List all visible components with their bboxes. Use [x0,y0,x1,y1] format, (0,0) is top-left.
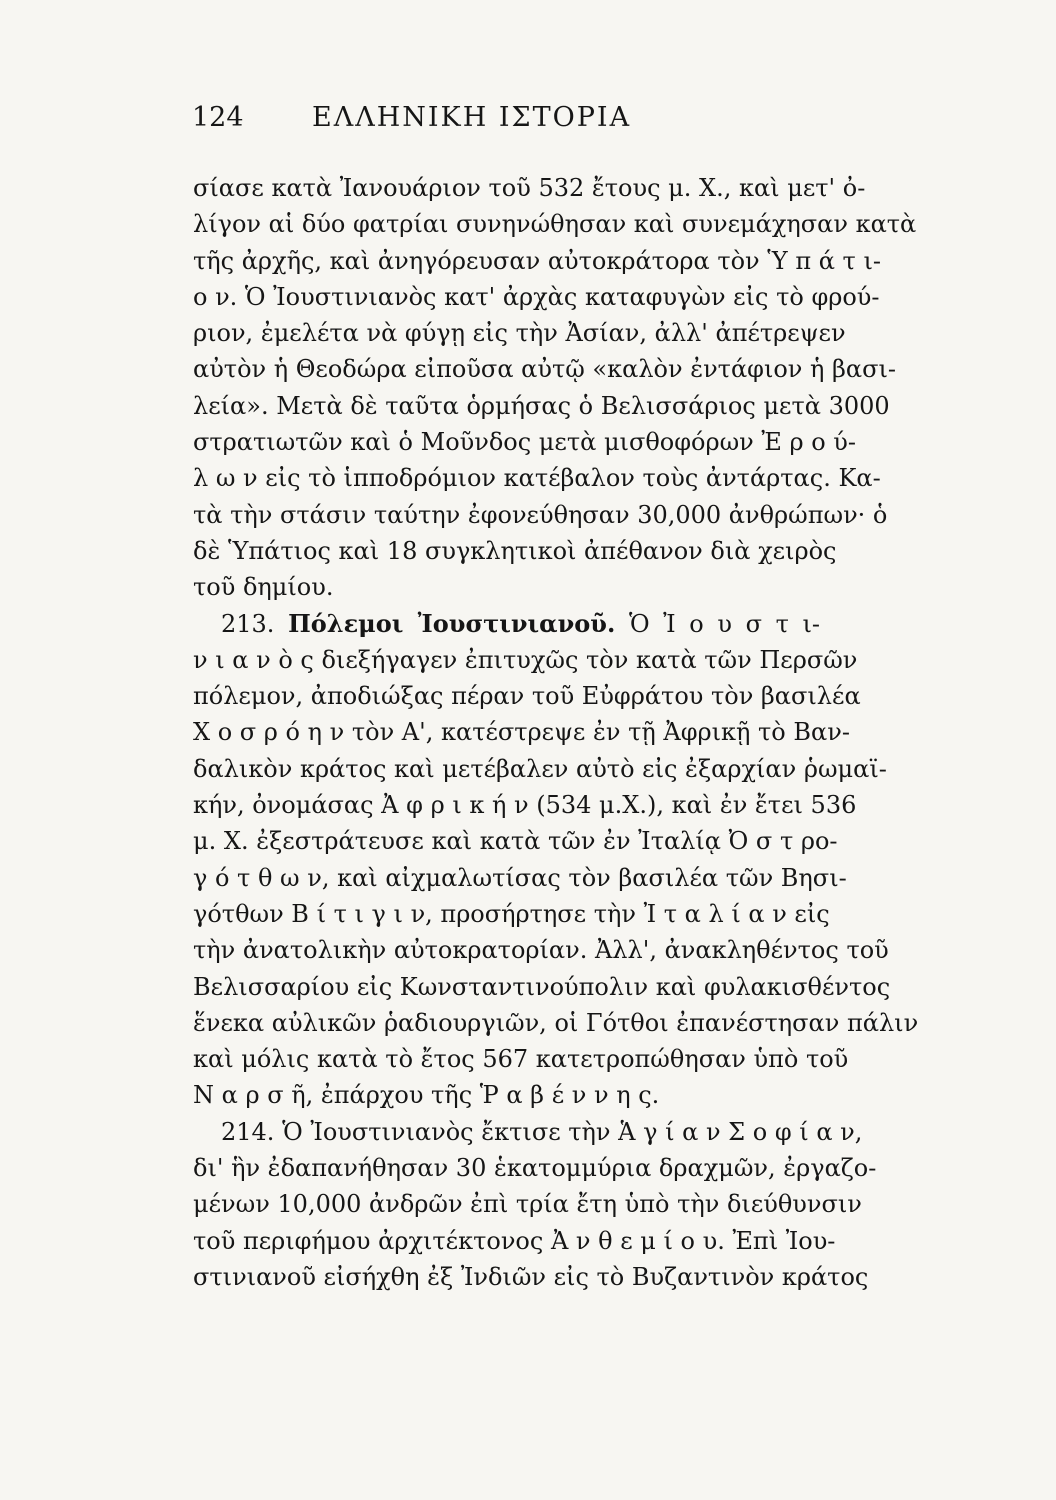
text-line: λ ω ν εἰς τὸ ἱπποδρόμιον κατέβαλον τοὺς ἀντάρτας. Κα- [193,464,881,493]
text-line: λεία». Μετὰ δὲ ταῦτα ὁρμήσας ὁ Βελισσάριος μετὰ 3000 [193,391,890,420]
text-line: τὰ τὴν στάσιν ταύτην ἐφονεύθησαν 30,000 ἀνθρώπων· ὁ [193,500,888,529]
text-line: γότθων Β ί τ ι γ ι ν, προσήρτησε τὴν Ἰ τ α λ ί α ν εἰς [193,899,830,928]
text-line: δι' ἣν ἐδαπανήθησαν 30 ἑκατομμύρια δραχμῶν, ἐργαζο- [193,1154,877,1183]
text-line: Χ ο σ ρ ό η ν τὸν Α', κατέστρεψε ἐν τῇ Ἀφρικῇ τὸ Βαν- [193,718,850,747]
text-line: δὲ Ὑπάτιος καὶ 18 συγκλητικοὶ ἀπέθανον διὰ χειρὸς [193,536,837,565]
body-text [193,170,919,1295]
text-line: τῆς ἀρχῆς, καὶ ἀνηγόρευσαν αὐτοκράτορα τὸν Ὑ π ά τ ι- [193,246,881,275]
section-heading: Πόλεμοι Ἰουστινιανοῦ. [288,608,616,638]
page-header [0,96,1056,146]
text-line: δαλικὸν κράτος καὶ μετέβαλεν αὐτὸ εἰς ἐξαρχίαν ῥωμαϊ- [193,754,887,783]
section-213-heading-line [193,606,820,642]
text-line: στινιανοῦ εἰσήχθη ἐξ Ἰνδιῶν εἰς τὸ Βυζαντινὸν κράτος [193,1262,869,1291]
text-line: τοῦ περιφήμου ἀρχιτέκτονος Ἀ ν θ ε μ ί ο υ. Ἐπὶ Ἰου- [193,1226,836,1255]
section-text: Ὁ Ἰ ο υ σ τ ι- [628,609,820,638]
text-line: τοῦ δημίου. [193,573,334,602]
text-line: στρατιωτῶν καὶ ὁ Μοῦνδος μετὰ μισθοφόρων Ἐ ρ ο ύ- [193,428,856,457]
section-number: 213. [221,609,275,638]
text-line: ριον, ἐμελέτα νὰ φύγῃ εἰς τὴν Ἀσίαν, ἀλλ' ἀπέτρεψεν [193,319,846,348]
running-title: ΕΛΛΗΝΙΚΗ ΙΣΤΟΡΙΑ [312,102,632,133]
text-line: ο ν. Ὁ Ἰουστινιανὸς κατ' ἀρχὰς καταφυγὼν εἰς τὸ φρού- [193,282,880,311]
text-line: ν ι α ν ὸ ς διεξήγαγεν ἐπιτυχῶς τὸν κατὰ τῶν Περσῶν [193,645,858,674]
text-line: τὴν ἀνατολικὴν αὐτοκρατορίαν. Ἀλλ', ἀνακληθέντος τοῦ [193,936,889,965]
text-line: Βελισσαρίου εἰς Κωνσταντινούπολιν καὶ φυλακισθέντος [193,972,891,1001]
text-line: κήν, ὀνομάσας Ἀ φ ρ ι κ ή ν (534 μ.Χ.), καὶ ἐν ἔτει 536 [193,791,857,820]
text-line: σίασε κατὰ Ἰανουάριον τοῦ 532 ἔτους μ. Χ., καὶ μετ' ὀ- [193,174,866,202]
section-214-line: 214. Ὁ Ἰουστινιανὸς ἔκτισε τὴν Ἁ γ ί α ν Σ ο φ ί α ν, [221,1117,863,1146]
text-line: πόλεμον, ἀποδιώξας πέραν τοῦ Εὐφράτου τὸν βασιλέα [193,682,861,711]
text-line: λίγον αἱ δύο φατρίαι συνηνώθησαν καὶ συνεμάχησαν κατὰ [193,210,917,239]
page-number: 124 [192,102,244,133]
text-line: αὐτὸν ἡ Θεοδώρα εἰποῦσα αὐτῷ «καλὸν ἐντάφιον ἡ βασι- [193,355,897,384]
text-line: ἕνεκα αὐλικῶν ῥαδιουργιῶν, οἱ Γότθοι ἐπανέστησαν πάλιν [193,1008,919,1037]
text-line: καὶ μόλις κατὰ τὸ ἔτος 567 κατετροπώθησαν ὑπὸ τοῦ [193,1045,849,1074]
text-line: μένων 10,000 ἀνδρῶν ἐπὶ τρία ἔτη ὑπὸ τὴν διεύθυνσιν [193,1190,862,1219]
text-line: Ν α ρ σ ῆ, ἐπάρχου τῆς Ῥ α β έ ν ν η ς. [193,1081,660,1110]
text-line: γ ό τ θ ω ν, καὶ αἰχμαλωτίσας τὸν βασιλέα τῶν Βησι- [193,863,847,892]
text-line: μ. Χ. ἐξεστράτευσε καὶ κατὰ τῶν ἐν Ἰταλίᾳ Ὀ σ τ ρο- [193,827,838,856]
